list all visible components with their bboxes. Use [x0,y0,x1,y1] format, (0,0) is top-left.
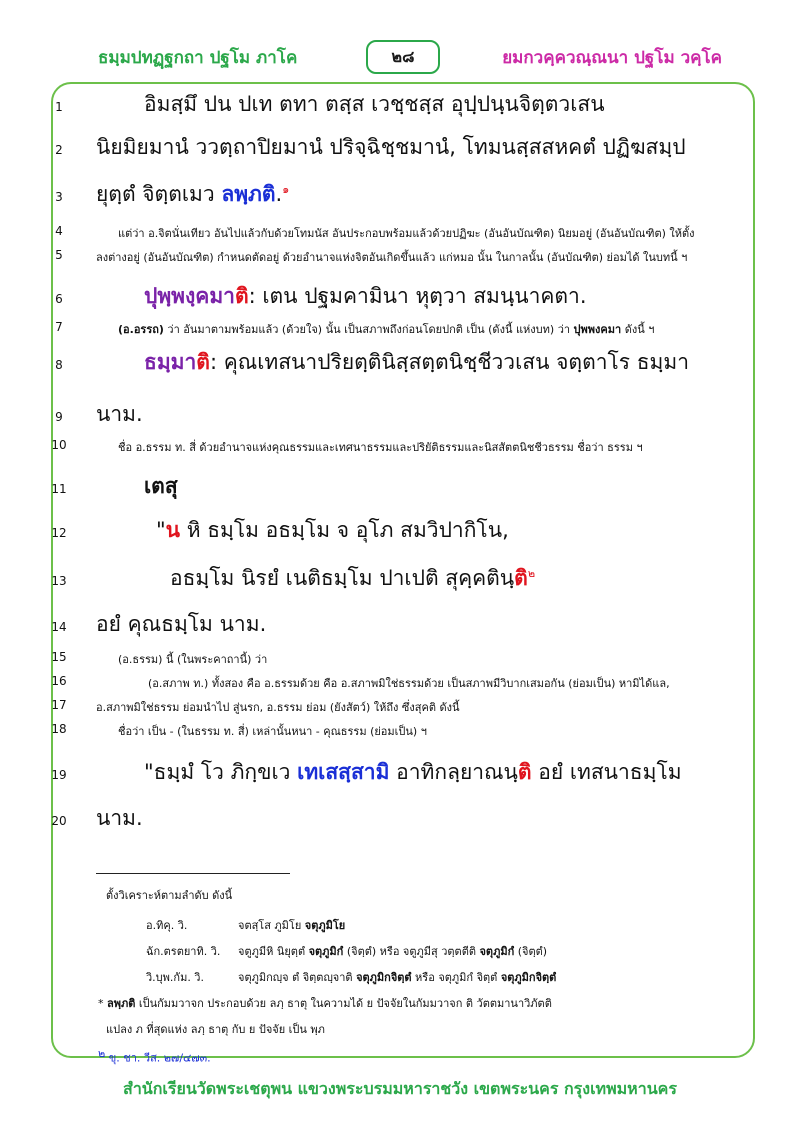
thai-translation: ชื่อว่า เป็น - (ในธรรม ท. สี่) เหล่านั้นหนา - คุณธรรม (ย่อมเป็น) ฯ [118,725,427,738]
footnote-marker: ๒ [527,567,536,580]
footnote-marker: ๑ [282,183,290,196]
text-line [0,280,800,314]
line-number: 2 [55,143,63,157]
verse-line [0,562,800,596]
text-line [0,756,800,790]
line-number: 15 [51,650,67,664]
text-line [0,438,800,472]
line-number: 5 [55,248,63,262]
line-number: 19 [51,768,67,782]
chapter-title: ยมกวคฺควณฺณนา ปฐโม วคฺโค [502,48,722,68]
verse-line [0,514,800,548]
page-number-box [366,40,440,74]
keyword: ธมฺมา [144,350,197,374]
text-line [0,470,800,504]
keyword: ลพฺภติ [221,182,276,206]
footnote-reference: ๒ ขุ. ชา. วีส. ๒๗/๔๗๓. [98,1047,211,1065]
book-title: ธมฺมปทฏฺฐกถา ปฐโม ภาโค [98,48,298,68]
line-number: 7 [55,320,63,334]
thai-translation: ชื่อ อ.ธรรม ท. สี่ ด้วยอำนาจแห่งคุณธรรมและเทศนาธรรมและปริยัติธรรมและนิสสัตตนิชชีวธรรม ชื่อว่า ธรรม ฯ [118,441,643,454]
pali-verse: อธมฺโม นิรยํ เนติธมฺโม ปาเปติ สุคฺคตินฺติ$^๒$ [170,566,536,590]
thai-translation: (อ.ธรรม) นี้ (ในพระคาถานี้) ว่า [118,653,268,666]
footnote-row-label: วิ.บุพ.กัม. วิ. [146,971,204,984]
footnote-row-text: จตูภูมีหิ นิยุตฺตํ จตุภูมิกํ (จิตฺตํ) หรือ จตูภูมีสุ วตฺตตีติ จตุภูมิกํ (จิตฺตํ) [238,945,548,958]
line-number: 6 [55,292,63,306]
thai-translation: (อ.อรรถ) ว่า อันมาตามพร้อมแล้ว (ด้วยใจ) นั้น เป็นสภาพถึงก่อนโดยปกติ เป็น (ดังนี้ แห่งบท) ว่า ปุพพงคมา ดังนี้ ฯ [118,323,655,336]
pali-text: นาม. [96,402,143,426]
thai-translation: ลงต่างอยู่ (อันอันบัณฑิต) กำหนดตัดอยู่ ด้วยอำนาจแห่งจิตอันเกิดขึ้นแล้ว แก่หมอ นั้น ในกาลนั้น (อันบัณฑิต) ย่อมได้ ในบทนี้ ฯ [96,251,688,264]
keyword: ปุพฺพงฺคมา [144,284,235,308]
footnote-row-label: ฉัก.ตรตยาทิ. วิ. [146,945,221,958]
line-number: 17 [51,698,67,712]
line-number: 18 [51,722,67,736]
page-footer: สำนักเรียนวัดพระเชตุพน แขวงพระบรมมหาราชวัง เขตพระนคร กรุงเทพมหานคร [123,1079,677,1098]
footnote-divider [96,873,290,874]
pali-verse: "น หิ ธมฺโม อธมฺโม จ อุโภ สมวิปากิโน, [156,518,509,542]
page-number: ๒๘ [391,46,415,66]
text-line [0,131,800,165]
text-line [0,88,800,122]
footnote-row-text: จตุภูมิกญฺจ ตํ จิตฺตญฺจาติ จตุภูมิกจิตฺตํ หรือ จตุภูมิกํ จิตฺตํ จตุภูมิกจิตฺตํ [238,971,557,984]
text-line [0,608,800,642]
line-number: 13 [51,574,67,588]
footnote-star: * ลพฺภติ เป็นกัมมวาจก ประกอบด้วย ลภฺ ธาตุ ในความได้ ย ปัจจัยในกัมมวาจก ติ วัตตมานาวิภัตติ [98,997,552,1010]
text-line [0,722,800,756]
text-line [0,398,800,432]
line-number: 3 [55,190,63,204]
footnote-intro: ตั้งวิเคราะห์ตามลำดับ ดังนี้ [106,889,233,902]
footnote-row-text: จตสฺโส ภูมิโย จตุภูมิโย [238,919,346,932]
pali-text: "ธมฺมํ โว ภิกฺขเว เทเสสฺสามิ อาทิกลฺยาณนฺติ อยํ เทสนาธมฺโม [144,760,682,784]
pali-text: ยุตฺตํ จิตฺตเมว ลพฺภติ.$^๑$ [96,182,290,206]
pali-text: อิมสฺมึ ปน ปเท ตทา ตสฺส เวชฺชสฺส อุปฺปนฺนจิตฺตวเสน [144,92,605,116]
keyword: เทเสสฺสามิ [297,760,390,784]
line-number: 1 [55,100,63,114]
footnote-row-label: อ.ทิคุ. วิ. [146,919,188,932]
line-number: 12 [51,526,67,540]
pali-text: นิยมิยมานํ ววตฺถาปิยมานํ ปริจฺฉิชฺชมานํ, โทมนสฺสสหคตํ ปฏิฆสมฺป [96,135,686,159]
thai-translation: อ.สภาพมิใช่ธรรม ย่อมนำไป สู่นรก, อ.ธรรม ย่อม (ยังสัตว์) ให้ถึง ซึ่งสุคติ ดังนี้ [96,701,460,714]
line-number: 16 [51,674,67,688]
pali-text: ปุพฺพงฺคมาติ: เตน ปฐมคามินา หุตฺวา สมนฺนาคตา. [144,284,587,308]
pali-text: นาม. [96,806,143,830]
pali-text: ธมฺมาติ: คุณเทสนาปริยตฺตินิสฺสตฺตนิชฺชีววเสน จตฺตาโร ธมฺมา [144,350,690,374]
text-line [0,346,800,380]
thai-translation: (อ.สภาพ ท.) ทั้งสอง คือ อ.ธรรมด้วย คือ อ.สภาพมิใช่ธรรมด้วย เป็นสภาพมีวิบากเสมอกัน (ย่อมเป็น) หามิได้แล, [148,677,670,690]
line-number: 10 [51,438,67,452]
line-number: 4 [55,224,63,238]
pali-text: อยํ คุณธมฺโม นาม. [96,612,267,636]
text-line [0,248,800,282]
text-line [0,178,800,212]
footnote-star-cont: แปลง ภ ที่สุดแห่ง ลภฺ ธาตุ กับ ย ปัจจัย เป็น พฺภ [106,1023,325,1036]
text-line [0,802,800,836]
line-number: 8 [55,358,63,372]
line-number: 9 [55,410,63,424]
thai-translation: แต่ว่า อ.จิตนั่นเทียว อันไปแล้วกับด้วยโทมนัส อันประกอบพร้อมแล้วด้วยปฏิฆะ (อันอันบัณฑิต) นิยมอยู่ (อันอันบัณฑิต) ให้ตั้ง [118,227,695,240]
line-number: 14 [51,620,67,634]
pali-text: เตสุ [144,474,178,498]
line-number: 11 [51,482,67,496]
line-number: 20 [51,814,67,828]
